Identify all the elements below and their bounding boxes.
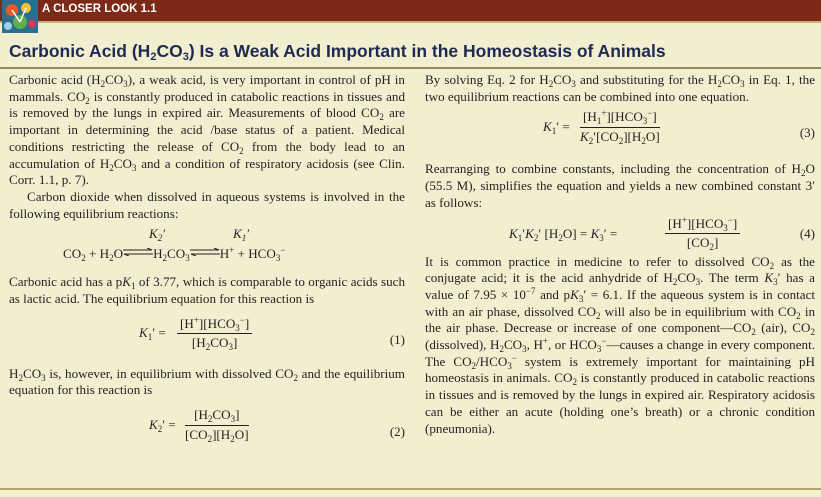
header-band-accent [0, 21, 821, 23]
equation-2: $K_2'$ = $\frac{[H_2CO_3]}{[CO_2][H_2O]}$ (2) [149, 407, 405, 444]
paragraph-rearrange: Rearranging to combine constants, including the concentration of $H_2O$ (55.5 M), simplifies the equation and yields a new combined constant 3′ as follows: [425, 161, 815, 210]
right-column [425, 72, 815, 437]
bottom-divider [0, 488, 821, 490]
left-column [9, 72, 405, 457]
equation-1: $K_1'$ = $[H^+][HCO_3^-]$ $[H_2CO_3]$ (1) [139, 314, 405, 353]
molecule-logo-icon [2, 0, 38, 33]
equation-3: $K_1'$ = $[H_1^+][HCO_3^-]$ $K_2'[CO_2][H_2O]$ (3) [543, 108, 815, 147]
equation-4: $K_1'K_2'$ $[H_2O] = K_3'$ = $[H^+][HCO_3^-]$ $[CO_2]$ (4) [509, 214, 815, 253]
title-divider [0, 67, 821, 69]
paragraph-anhydride: $H_2CO_3$ is, however, in equilibrium with dissolved $CO_2$ and the equilibrium equation for this reaction is [9, 365, 405, 398]
paragraph-pk: Carbonic acid has a $pK_1$ of 3.77, which is comparable to organic acids such as lactic acid. The equilibrium equation for this reaction is [9, 274, 405, 307]
equilibrium-arrow-icon [123, 248, 153, 256]
equilibrium-arrow-icon [190, 248, 220, 256]
equilibrium-reaction: $K_2'$ $K_1'$ $CO_2 + H_2O$ $H_2CO_3$ $H^+ + HCO_3^-$ [63, 226, 286, 264]
paragraph-intro: Carbonic acid $(H_2CO_3)$, a weak acid, is very important in control of pH in mammals. $CO_2$ is constantly produced in catabolic reactions in tissues and is removed by the lungs in expired air. Measurements of blood $CO_2$ are important in determining the acid /base status of a patient. Medical conditions restricting the release of $CO_2$ from the body lead to an accumulation of $H_2CO_3$ and a condition of respiratory acidosis (see Clin. Corr. 1.1, p. 7). [9, 72, 405, 188]
paragraph-equilibria: Carbon dioxide when dissolved in aqueous systems is involved in the following equilibrium reactions: [9, 188, 405, 221]
kicker-label: A CLOSER LOOK 1.1 [42, 3, 157, 15]
paragraph-combine: By solving Eq. 2 for $H_2CO_3$ and substituting for the $H_2CO_3$ in Eq. 1, the two equilibrium reactions can be combined into one equation. [425, 72, 816, 104]
paragraph-medicine: It is common practice in medicine to refer to dissolved $CO_2$ as the conjugate acid; it is the acid anhydride of $H_2CO_3$. The term $K_3'$ has a value of $7.95 \times 10^{-7}$ and $pK_3' = 6.1$. If the aqueous system is in contact with an air phase, dissolved $CO_2$ will also be in equilibrium with $CO_2$ in the air phase. Decrease or increase of one $component—CO_2$ (air), $CO_2$ (dissolved), $H_2CO_3$, H+, or $HCO_3^-—causes$ a change in every component. The $CO_2/HCO_3^-$ system is extremely important for maintaining pH homeostasis in animals. $CO_2$ is constantly produced in catabolic reactions in tissues and is removed by the lungs in expired air. Respiratory acidosis can be either an acute (holding one’s breath) or a chronic condition (pneumonia). [425, 253, 816, 436]
page-title: Carbonic Acid $(H_2CO_3)$ Is a Weak Acid Important in the Homeostasis of Animals [9, 41, 666, 63]
